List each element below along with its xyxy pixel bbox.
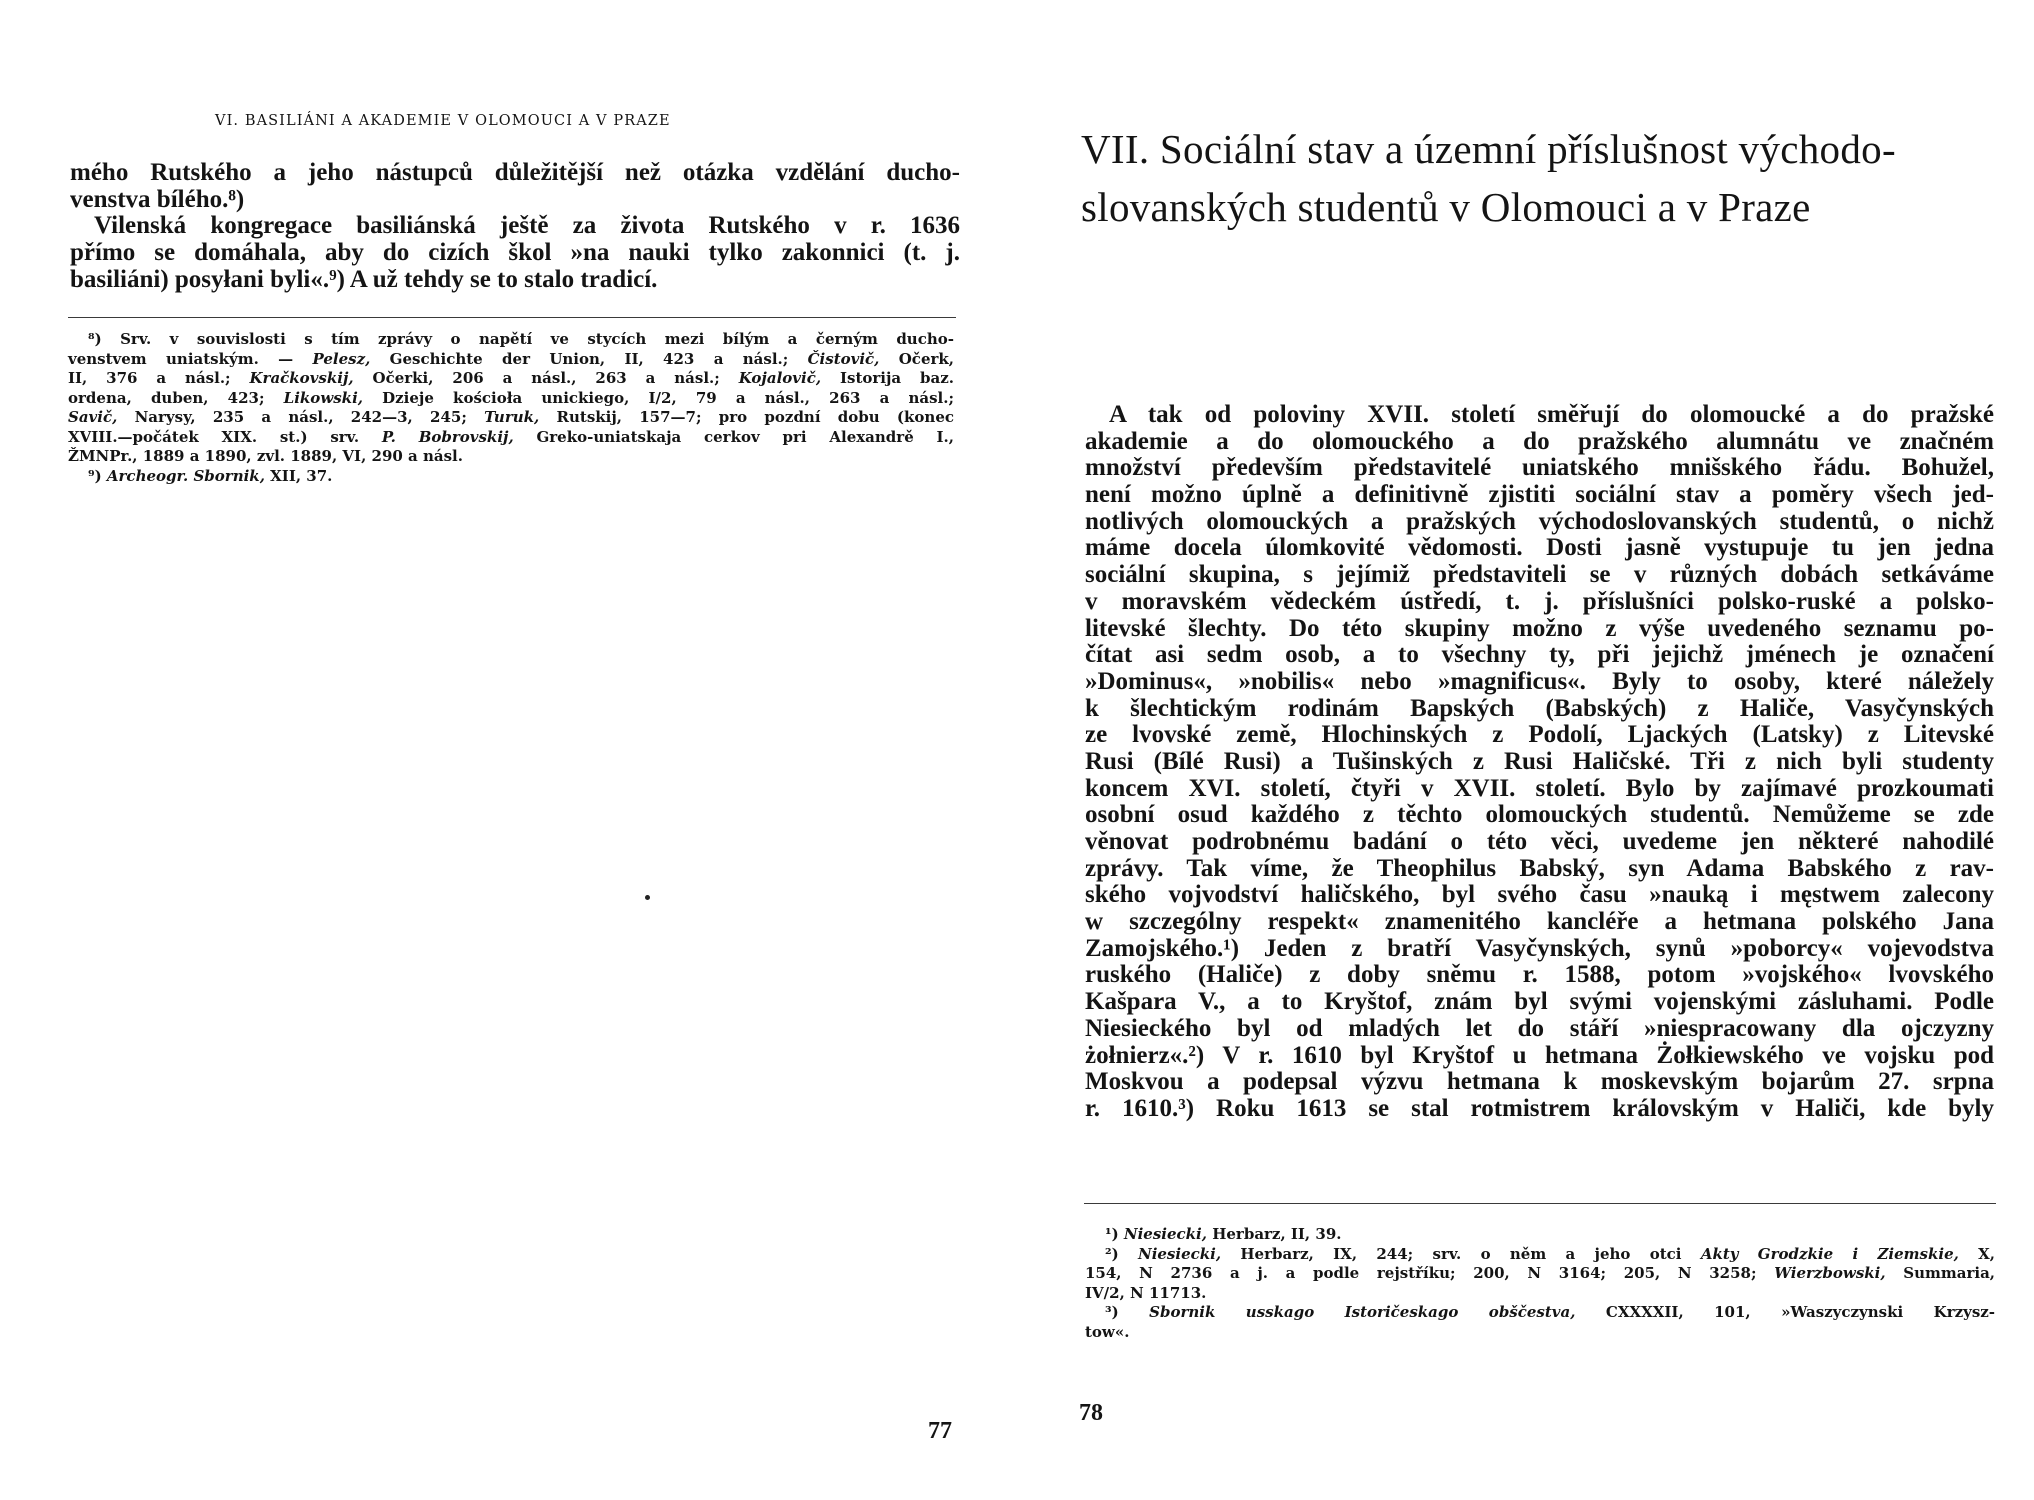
body-line: venstva bílého.⁸) [70, 185, 245, 213]
footnote-text: Istorija baz. [821, 369, 954, 387]
body-line: ze lvovské země, Hlochinských z Podolí, Ljackých (Latsky) z Litevské [1085, 721, 1994, 749]
footnote-text: II, 376 a násl.; [68, 369, 250, 387]
body-line: Moskvou a podepsal výzvu hetmana k moskevským bojarům 27. srpna [1085, 1068, 1994, 1096]
body-line: Niesieckého byl od mladých let do stáří »niespracowany dla ojczyzny [1085, 1014, 1994, 1042]
footnote-author: Kojalovič, [738, 369, 822, 387]
footnote-line [68, 350, 954, 370]
body-line: máme docela úlomkovité vědomosti. Dosti jasně vystupuje tu jen jedna [1085, 534, 1994, 562]
footnote-author: Niesiecki, [1137, 1244, 1222, 1263]
body-line: osobní osud každého z těchto olomouckých studentů. Nemůžeme se zde [1085, 801, 1994, 829]
body-line: koncem XVI. století, čtyři v XVII. století. Bylo by zajímavé prozkoumati [1085, 774, 1994, 802]
footnote-line [1085, 1264, 1995, 1284]
footnote-text: ²) [1105, 1244, 1138, 1263]
page-number: 77 [928, 1418, 952, 1444]
body-line: w szczególny respekt« znamenitého kancléře a hetmana polského Jana [1085, 908, 1994, 936]
footnote-text: XVIII.—počátek XIX. st.) srv. [68, 427, 382, 446]
body-line: zprávy. Tak víme, že Theophilus Babský, syn Adama Babského z rav- [1085, 854, 1994, 882]
footnote-text: CXXXXII, 101, »Waszyczynski Krzysz- [1575, 1303, 1996, 1321]
page-number: 78 [1079, 1400, 1103, 1426]
body-line: Vilenská kongregace basiliánská ještě za života Rutského v r. 1636 [94, 212, 960, 240]
footnote-divider [1084, 1203, 1996, 1204]
body-line: Rusi (Bílé Rusi) a Tušinských z Rusi Haličské. Tři z nich byli studenty [1085, 747, 1994, 775]
chapter-title-line: VII. Sociální stav a územní příslušnost východo- [1081, 126, 1896, 172]
body-line: żołnierz«.²) V r. 1610 byl Kryštof u hetmana Żołkiewského ve vojsku pod [1085, 1041, 1994, 1069]
footnote-divider [68, 317, 956, 318]
footnote-text: venstvem uniatským. — [68, 349, 313, 368]
footnote-line [68, 408, 954, 428]
body-line: notlivých olomouckých a pražských východoslovanských studentů, o nichž [1085, 507, 1994, 535]
footnote-text: X, [1958, 1244, 1996, 1263]
footnote-text: XII, 37. [264, 466, 333, 485]
body-line: čítat asi sedm osob, a to všechny ty, při jejichž jménech je označení [1085, 641, 1994, 669]
left-body-text [70, 160, 960, 293]
chapter-title-line: slovanských studentů v Olomouci a v Praze [1081, 184, 1811, 230]
footnote-text: Narysy, 235 a násl., 242—3, 245; [117, 408, 485, 426]
footnote-author: Niesiecki, [1123, 1225, 1207, 1243]
body-line: v moravském vědeckém ústředí, t. j. příslušníci polsko-ruské a polsko- [1085, 587, 1994, 615]
body-line: basiliáni) posyłani byli«.⁹) A už tehdy se to stalo tradicí. [70, 265, 658, 293]
footnote-line [1085, 1323, 1995, 1343]
footnote-line [68, 389, 954, 409]
body-line: r. 1610.³) Roku 1613 se stal rotmistrem královským v Haliči, kde byly [1085, 1094, 1994, 1122]
footnote-title: Akty Grodzkie i Ziemskie, [1700, 1244, 1959, 1263]
footnote-line [68, 467, 954, 487]
body-line: akademie a do olomouckého a do pražského alumnátu ve značném [1085, 427, 1994, 455]
footnote-line [1085, 1225, 1995, 1245]
footnote-text: tow«. [1085, 1322, 1130, 1341]
footnote-text: ⁸) Srv. v souvislosti s tím zprávy o napětí ve stycích mezi bílým a černým ducho- [88, 330, 954, 348]
footnote-line [68, 447, 954, 467]
body-line: »Dominus«, »nobilis« nebo »magnificus«. Byly to osoby, které náležely [1085, 667, 1994, 695]
body-line: k šlechtickým rodinám Bapských (Babských) z Haliče, Vasyčynských [1085, 694, 1994, 722]
footnote-text: Dzieje kościoła unickiego, I/2, 79 a násl., 263 a násl.; [363, 388, 955, 407]
footnote-author: Likowski, [283, 388, 363, 407]
right-page [1017, 0, 2034, 1500]
right-body-text [1085, 402, 1994, 1123]
footnote-text: Rutskij, 157—7; pro pozdní dobu (konec [539, 408, 954, 426]
body-line: věnovat podrobnému badání o této věci, uvedeme jen některé nahodilé [1085, 828, 1994, 855]
footnote-author: Čistovič, [807, 349, 880, 368]
footnote-text: Herbarz, II, 39. [1206, 1225, 1342, 1243]
footnote-text: Herbarz, IX, 244; srv. o něm a jeho otci [1221, 1244, 1701, 1263]
footnote-line [68, 369, 954, 389]
ink-speck [645, 895, 650, 900]
body-line: přímo se domáhala, aby do cizích škol »na nauki tylko zakonnici (t. j. [70, 239, 960, 267]
body-line: Kašpara V., a to Kryštof, znám byl svými vojenskými zásluhami. Podle [1085, 988, 1994, 1016]
footnote-text: ordena, duben, 423; [68, 388, 284, 407]
running-header: VI. BASILIÁNI A AKADEMIE V OLOMOUCI A V PRAZE [215, 113, 671, 129]
footnote-line [68, 428, 954, 448]
footnote-text: IV/2, N 11713. [1085, 1283, 1207, 1302]
footnote-author: Savič, [68, 408, 118, 426]
body-line: sociální skupina, s jejímiž představiteli se v různých dobách setkáváme [1085, 561, 1994, 589]
footnote-text: Očerk, [879, 349, 954, 368]
body-line: množství především představitelé uniatského mnišského řádu. Bohužel, [1085, 454, 1994, 482]
footnote-author: Kračkovskij, [249, 369, 354, 387]
footnote-title: Archeogr. Sbornik, [106, 466, 265, 485]
right-footnotes [1085, 1225, 1995, 1342]
footnote-text: ³) [1105, 1303, 1150, 1321]
footnote-text: Geschichte der Union, II, 423 a násl.; [370, 349, 808, 368]
footnote-line [1085, 1303, 1995, 1323]
footnote-author: Pelesz, [312, 349, 371, 368]
footnote-author: Turuk, [484, 408, 540, 426]
footnote-line [1085, 1284, 1995, 1304]
footnote-line [1085, 1245, 1995, 1265]
footnote-text: ⁹) [88, 466, 107, 485]
footnote-text: Greko-uniatskaja cerkov pri Alexandrě I., [513, 427, 954, 446]
footnote-text: 154, N 2736 a j. a podle rejstříku; 200, N 3164; 205, N 3258; [1085, 1264, 1775, 1282]
footnote-title: Sbornik usskago Istoričeskago obščestva, [1149, 1303, 1576, 1321]
footnote-text: Očerki, 206 a násl., 263 a násl.; [353, 369, 739, 387]
body-line: ského vojvodství haličského, byl svého času »nauką i męstwem zalecony [1085, 881, 1994, 909]
footnote-text: ŽMNPr., 1889 a 1890, zvl. 1889, VI, 290 a násl. [68, 447, 463, 465]
body-line: Zamojského.¹) Jeden z bratří Vasyčynských, synů »poborcy« vojevodstva [1085, 934, 1994, 962]
footnote-text: ¹) [1105, 1225, 1124, 1243]
left-footnotes [68, 330, 954, 486]
chapter-title [1081, 120, 2001, 236]
body-line: mého Rutského a jeho nástupců důležitější než otázka vzdělání ducho- [70, 159, 960, 186]
footnote-author: Wierzbowski, [1774, 1264, 1886, 1282]
body-line: ruského (Haliče) z doby sněmu r. 1588, potom »vojského« lvovského [1085, 961, 1994, 989]
footnote-text: Summaria, [1885, 1264, 1996, 1282]
body-line: není možno úplně a definitivně zjistiti sociální stav a poměry všech jed- [1085, 481, 1994, 509]
footnote-author: P. Bobrovskij, [381, 427, 514, 446]
body-line: A tak od poloviny XVII. století směřují do olomoucké a do pražské [1109, 401, 1994, 428]
body-line: litevské šlechty. Do této skupiny možno z výše uvedeného seznamu po- [1085, 614, 1994, 642]
footnote-line [68, 330, 954, 350]
